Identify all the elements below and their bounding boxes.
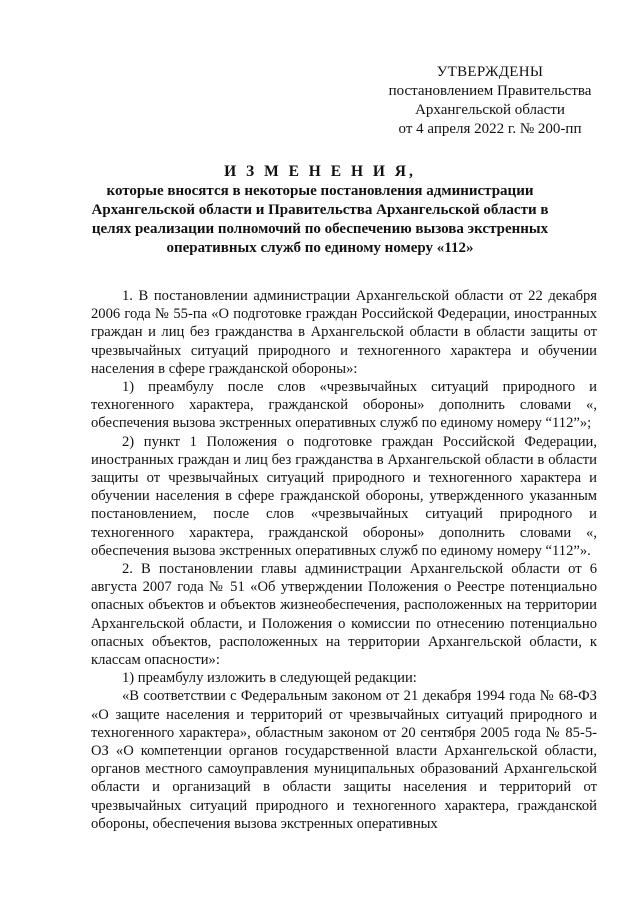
approval-line-3: от 4 апреля 2022 г. № 200-пп — [398, 121, 582, 137]
title-subtitle: которые вносятся в некоторые постановления администрации Архангельской области и Правительства Архангельской области в целях реализации полномочий по обеспечению вызова экстренных оперативных служб по единому номеру «112» — [91, 183, 549, 256]
approval-heading: УТВЕРЖДЕНЫ — [436, 64, 544, 80]
paragraph-2-quote: «В соответствии с Федеральным законом от 21 декабря 1994 года № 68-ФЗ «О защите населения и территорий от чрезвычайных ситуаций природного и техногенного характера», областным законом от 20 сентября 2005 года № 85-5-ОЗ «О компетенции органов государственной власти Архангельской области, органов местного самоуправления муниципальных образований Архангельской области и организаций в области защиты населения и территорий от чрезвычайных ситуаций природного и техногенного характера, гражданской обороны, обеспечения вызова экстренных оперативных — [91, 688, 597, 832]
paragraph-1: 1. В постановлении администрации Архангельской области от 22 декабря 2006 года № 55-па «О подготовке граждан Российской Федерации, иностранных граждан и лиц без гражданства в Архангельской области в области защиты от чрезвычайных ситуаций природного и техногенного характера и обучении населения в сфере гражданской обороны»: — [91, 288, 597, 377]
paragraph-1-item-1: 1) преамбулу после слов «чрезвычайных ситуаций природного и техногенного характера, гражданской обороны» дополнить словами «, обеспечения вызова экстренных оперативных служб по единому номеру “112”»; — [91, 379, 597, 432]
document-body — [91, 287, 597, 833]
paragraph-2-item-1: 1) преамбулу изложить в следующей редакции: — [122, 670, 417, 687]
paragraph-2: 2. В постановлении главы администрации Архангельской области от 6 августа 2007 года № 51 «Об утверждении Положения о Реестре потенциально опасных объектов и объектов жизнеобеспечения, расположенных на территории Архангельской области, и Положения о комиссии по отнесению потенциально опасных объектов, расположенных на территории Архангельской области, к классам опасности»: — [91, 561, 597, 669]
approval-block — [380, 63, 600, 139]
document-title — [80, 162, 560, 258]
approval-line-2: Архангельской области — [415, 102, 565, 118]
paragraph-1-item-2: 2) пункт 1 Положения о подготовке граждан Российской Федерации, иностранных граждан и лиц без гражданства в Архангельской области в области защиты от чрезвычайных ситуаций природного и техногенного характера и обучении населения в сфере гражданской обороны, утвержденного указанным постановлением, после слов «чрезвычайных ситуаций природного и техногенного характера, гражданской обороны» дополнить словами «, обеспечения вызова экстренных оперативных служб по единому номеру “112”». — [91, 433, 597, 559]
approval-line-1: постановлением Правительства — [388, 83, 592, 99]
title-heading: И З М Е Н Е Н И Я, — [224, 163, 416, 180]
